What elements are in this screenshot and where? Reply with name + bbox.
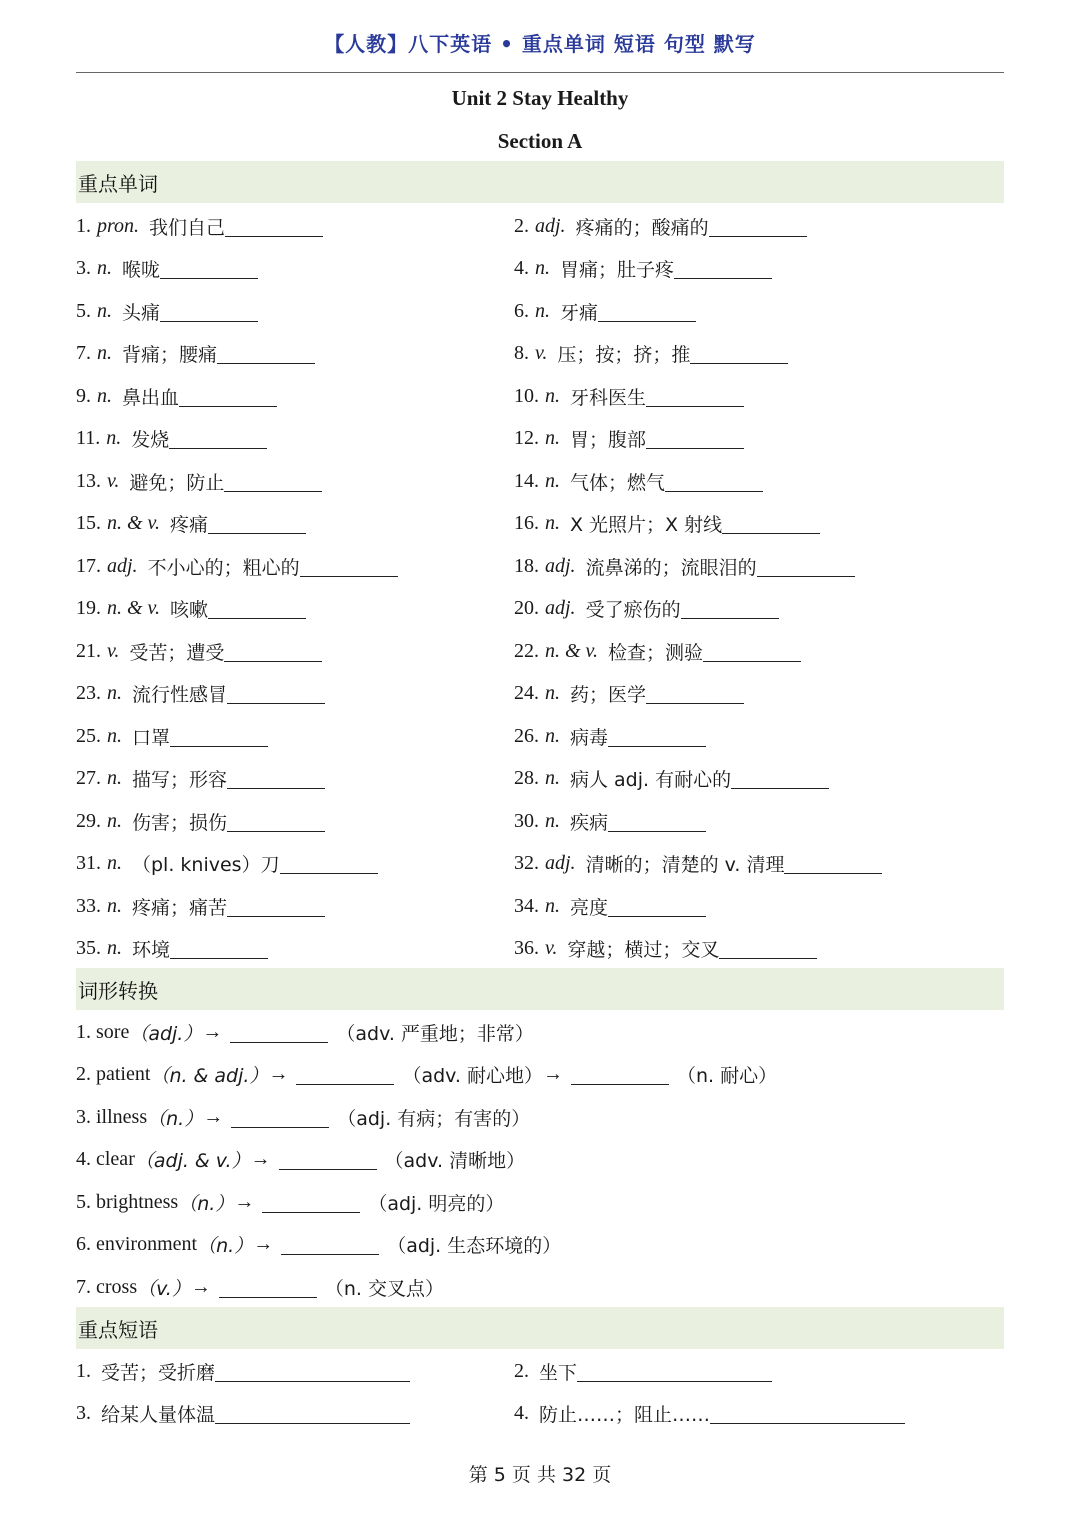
answer-blank[interactable] [665, 471, 763, 492]
vocab-item [76, 758, 514, 801]
source-pos: （adj.） [129, 1022, 203, 1045]
part-of-speech: n. [107, 937, 122, 960]
answer-blank[interactable] [598, 301, 696, 322]
word-forms-heading: 词形转换 [76, 968, 1004, 1010]
part-of-speech: n. & v. [107, 597, 160, 620]
item-number: 4. [514, 1402, 529, 1425]
chinese-meaning: 喉咙 [122, 259, 161, 282]
chinese-meaning: 清晰的；清楚的 v. 清理 [585, 854, 785, 877]
vocab-item [76, 885, 514, 928]
item-number: 31. [76, 852, 101, 875]
word-form-item [76, 1224, 1004, 1267]
vocab-item [76, 843, 514, 886]
vocab-item [76, 375, 514, 418]
chinese-meaning: 我们自己 [149, 216, 226, 239]
vocab-item [76, 715, 514, 758]
phrase-item [514, 1350, 1004, 1393]
chinese-meaning: 疼痛 [169, 514, 208, 537]
word-form-item [76, 1096, 1004, 1139]
answer-blank[interactable] [646, 428, 744, 449]
header-divider [76, 72, 1004, 73]
answer-blank[interactable] [719, 938, 817, 959]
part-of-speech: n. [545, 512, 560, 535]
answer-blank[interactable] [179, 386, 277, 407]
vocab-item [514, 333, 1004, 376]
part-of-speech: n. [107, 682, 122, 705]
source-word: 2. patient [76, 1063, 151, 1086]
vocab-item [76, 503, 514, 546]
target-hint: （n. 耐心） [677, 1065, 778, 1088]
answer-blank[interactable] [170, 938, 268, 959]
source-pos: （n.） [147, 1107, 204, 1130]
item-number: 33. [76, 894, 101, 917]
answer-blank[interactable] [224, 471, 322, 492]
answer-blank[interactable] [703, 641, 801, 662]
arrow-icon: → [253, 1233, 274, 1256]
item-number: 27. [76, 767, 101, 790]
vocab-item [76, 290, 514, 333]
vocab-item [76, 205, 514, 248]
target-hint: （adj. 有病；有害的） [337, 1107, 531, 1130]
chinese-meaning: 穿越；横过；交叉 [567, 939, 720, 962]
source-pos: （n.） [178, 1192, 235, 1215]
answer-blank[interactable] [169, 428, 267, 449]
part-of-speech: v. [107, 469, 120, 492]
answer-blank[interactable] [279, 1149, 377, 1170]
chinese-meaning: 受苦；遭受 [129, 641, 225, 664]
vocab-item [76, 333, 514, 376]
vocab-item [514, 800, 1004, 843]
vocab-item [514, 248, 1004, 291]
part-of-speech: adj. [545, 597, 576, 620]
chinese-meaning: 口罩 [132, 726, 171, 749]
answer-blank[interactable] [608, 896, 706, 917]
part-of-speech: n. [545, 469, 560, 492]
part-of-speech: v. [545, 937, 558, 960]
item-number: 32. [514, 852, 539, 875]
answer-blank[interactable] [757, 556, 855, 577]
chinese-meaning: 伤害；损伤 [132, 811, 228, 834]
item-number: 1. [76, 1359, 91, 1382]
chinese-meaning: 防止……；阻止…… [539, 1404, 711, 1427]
chinese-meaning: 描写；形容 [132, 769, 228, 792]
vocab-item [514, 418, 1004, 461]
answer-blank[interactable] [227, 683, 325, 704]
answer-blank[interactable] [296, 1064, 394, 1085]
answer-blank[interactable] [231, 1107, 329, 1128]
word-forms-list [76, 1011, 1004, 1309]
arrow-icon: → [203, 1105, 224, 1128]
vocab-item [514, 460, 1004, 503]
chinese-meaning: 牙科医生 [570, 386, 647, 409]
part-of-speech: n. [545, 427, 560, 450]
part-of-speech: n. [97, 342, 112, 365]
item-number: 26. [514, 724, 539, 747]
vocab-item [514, 290, 1004, 333]
chinese-meaning: 头痛 [122, 301, 161, 324]
vocab-item [514, 205, 1004, 248]
source-word: 6. environment [76, 1233, 198, 1256]
part-of-speech: n. [545, 682, 560, 705]
item-number: 12. [514, 427, 539, 450]
chinese-meaning: 坐下 [539, 1361, 578, 1384]
answer-blank[interactable] [227, 896, 325, 917]
part-of-speech: n. [97, 299, 112, 322]
vocab-heading: 重点单词 [76, 161, 1004, 203]
vocab-item [514, 758, 1004, 801]
target-hint: （adj. 生态环境的） [387, 1235, 562, 1258]
part-of-speech: v. [107, 639, 120, 662]
source-word: 5. brightness [76, 1190, 179, 1213]
answer-blank[interactable] [160, 258, 258, 279]
answer-blank[interactable] [160, 301, 258, 322]
answer-blank[interactable] [709, 216, 807, 237]
item-number: 16. [514, 512, 539, 535]
part-of-speech: n. [107, 724, 122, 747]
answer-blank[interactable] [571, 1064, 669, 1085]
chinese-meaning: 牙痛 [560, 301, 599, 324]
chinese-meaning: 环境 [132, 939, 171, 962]
page-number: 第 5 页 共 32 页 [468, 1464, 612, 1486]
answer-blank[interactable] [674, 258, 772, 279]
vocab-item [76, 800, 514, 843]
vocab-item [514, 928, 1004, 971]
source-pos: （n.） [197, 1235, 254, 1258]
vocab-item [514, 673, 1004, 716]
word-form-item [76, 1139, 1004, 1182]
arrow-icon: → [250, 1148, 271, 1171]
arrow-icon: → [268, 1063, 289, 1086]
target-hint: （adv. 清晰地） [384, 1150, 526, 1173]
vocab-item [76, 545, 514, 588]
item-number: 6. [514, 299, 529, 322]
answer-blank[interactable] [690, 343, 788, 364]
item-number: 4. [514, 257, 529, 280]
answer-blank[interactable] [215, 1361, 410, 1382]
part-of-speech: n. [545, 809, 560, 832]
item-number: 24. [514, 682, 539, 705]
item-number: 3. [76, 257, 91, 280]
item-number: 5. [76, 299, 91, 322]
vocab-item [514, 715, 1004, 758]
source-pos: （v.） [137, 1277, 191, 1300]
part-of-speech: n. [545, 894, 560, 917]
chinese-meaning: 背痛；腰痛 [122, 344, 218, 367]
item-number: 34. [514, 894, 539, 917]
item-number: 35. [76, 937, 101, 960]
part-of-speech: adj. [535, 214, 566, 237]
vocab-item [514, 843, 1004, 886]
part-of-speech: n. [107, 767, 122, 790]
item-number: 23. [76, 682, 101, 705]
answer-blank[interactable] [225, 216, 323, 237]
answer-blank[interactable] [219, 1277, 317, 1298]
answer-blank[interactable] [646, 683, 744, 704]
chinese-meaning: 咳嗽 [169, 599, 208, 622]
word-form-item [76, 1266, 1004, 1309]
chinese-meaning: 胃痛；肚子疼 [560, 259, 675, 282]
answer-blank[interactable] [784, 853, 882, 874]
part-of-speech: n. [545, 384, 560, 407]
chinese-meaning: 压；按；挤；推 [557, 344, 691, 367]
chinese-meaning: 疼痛；痛苦 [132, 896, 228, 919]
document-header: 【人教】八下英语 • 重点单词 短语 句型 默写 [324, 32, 756, 56]
page-footer [0, 1460, 1080, 1487]
chinese-meaning: 检查；测验 [607, 641, 703, 664]
item-number: 13. [76, 469, 101, 492]
answer-blank[interactable] [577, 1361, 772, 1382]
item-number: 10. [514, 384, 539, 407]
answer-blank[interactable] [208, 598, 306, 619]
item-number: 22. [514, 639, 539, 662]
chinese-meaning: 不小心的；粗心的 [147, 556, 300, 579]
phrases-heading: 重点短语 [76, 1307, 1004, 1349]
unit-title: Unit 2 Stay Healthy [451, 86, 629, 110]
item-number: 18. [514, 554, 539, 577]
part-of-speech: v. [535, 342, 548, 365]
source-word: 7. cross [76, 1275, 138, 1298]
target-hint: （adv. 严重地；非常） [336, 1022, 534, 1045]
part-of-speech: n. [106, 427, 122, 450]
part-of-speech: n. [107, 894, 122, 917]
item-number: 9. [76, 384, 91, 407]
part-of-speech: n. & v. [107, 512, 160, 535]
part-of-speech: n. [545, 724, 560, 747]
answer-blank[interactable] [710, 1403, 905, 1424]
chinese-meaning: 流行性感冒 [132, 684, 228, 707]
vocab-item [76, 460, 514, 503]
answer-blank[interactable] [217, 343, 315, 364]
answer-blank[interactable] [230, 1022, 328, 1043]
source-pos: （n. & adj.） [150, 1065, 269, 1088]
part-of-speech: n. [107, 809, 122, 832]
vocab-item [514, 545, 1004, 588]
chinese-meaning: 给某人量体温 [101, 1404, 216, 1427]
chinese-meaning: 受了瘀伤的 [585, 599, 681, 622]
chinese-meaning: 流鼻涕的；流眼泪的 [585, 556, 757, 579]
target-hint: （adj. 明亮的） [368, 1192, 505, 1215]
arrow-icon: → [543, 1063, 563, 1086]
chinese-meaning: 发烧 [131, 429, 170, 452]
item-number: 7. [76, 342, 91, 365]
vocab-item [76, 248, 514, 291]
target-hint: （n. 交叉点） [324, 1277, 444, 1300]
vocab-item [76, 588, 514, 631]
answer-blank[interactable] [262, 1192, 360, 1213]
item-number: 14. [514, 469, 539, 492]
word-form-item [76, 1054, 1004, 1097]
item-number: 36. [514, 937, 539, 960]
target-hint: （adv. 耐心地） [402, 1065, 543, 1088]
item-number: 3. [76, 1402, 91, 1425]
item-number: 25. [76, 724, 101, 747]
part-of-speech: adj. [107, 554, 138, 577]
vocab-item [76, 673, 514, 716]
answer-blank[interactable] [170, 726, 268, 747]
vocab-item [514, 503, 1004, 546]
part-of-speech: n. & v. [545, 639, 598, 662]
arrow-icon: → [234, 1190, 255, 1213]
vocab-item [76, 630, 514, 673]
item-number: 21. [76, 639, 101, 662]
vocab-list [76, 205, 1004, 970]
answer-blank[interactable] [280, 853, 378, 874]
part-of-speech: pron. [97, 214, 140, 237]
word-form-item [76, 1181, 1004, 1224]
answer-blank[interactable] [681, 598, 779, 619]
item-number: 28. [514, 767, 539, 790]
answer-blank[interactable] [608, 726, 706, 747]
part-of-speech: n. [535, 299, 550, 322]
chinese-meaning: 胃；腹部 [570, 429, 647, 452]
item-number: 15. [76, 512, 101, 535]
item-number: 1. [76, 214, 91, 237]
chinese-meaning: 病毒 [570, 726, 609, 749]
chinese-meaning: 药；医学 [570, 684, 647, 707]
item-number: 11. [76, 427, 101, 450]
phrase-item [76, 1350, 514, 1393]
answer-blank[interactable] [208, 513, 306, 534]
answer-blank[interactable] [646, 386, 744, 407]
part-of-speech: adj. [545, 554, 576, 577]
chinese-meaning: 受苦；受折磨 [101, 1361, 216, 1384]
part-of-speech: n. [545, 767, 560, 790]
answer-blank[interactable] [227, 811, 325, 832]
part-of-speech: n. [107, 852, 122, 875]
answer-blank[interactable] [215, 1403, 410, 1424]
answer-blank[interactable] [281, 1234, 379, 1255]
item-number: 29. [76, 809, 101, 832]
item-number: 17. [76, 554, 101, 577]
phrases-list [76, 1350, 1004, 1435]
item-number: 8. [514, 342, 529, 365]
phrase-item [514, 1393, 1004, 1436]
answer-blank[interactable] [300, 556, 398, 577]
vocab-item [514, 588, 1004, 631]
phrase-item [76, 1393, 514, 1436]
item-number: 2. [514, 214, 529, 237]
answer-blank[interactable] [722, 513, 820, 534]
vocab-item [76, 928, 514, 971]
answer-blank[interactable] [224, 641, 322, 662]
chinese-meaning: X 光照片；X 射线 [570, 514, 723, 537]
chinese-meaning: 病人 adj. 有耐心的 [570, 769, 732, 792]
item-number: 2. [514, 1359, 529, 1382]
chinese-meaning: 气体；燃气 [570, 471, 666, 494]
vocab-item [514, 375, 1004, 418]
chinese-meaning: 鼻出血 [122, 386, 180, 409]
source-pos: （adj. & v.） [134, 1150, 251, 1173]
part-of-speech: n. [535, 257, 550, 280]
part-of-speech: n. [97, 384, 112, 407]
chinese-meaning: 亮度 [570, 896, 609, 919]
source-word: 4. clear [76, 1148, 135, 1171]
chinese-meaning: 疾病 [570, 811, 609, 834]
source-word: 1. sore [76, 1020, 130, 1043]
answer-blank[interactable] [608, 811, 706, 832]
source-word: 3. illness [76, 1105, 148, 1128]
arrow-icon: → [202, 1020, 223, 1043]
chinese-meaning: 疼痛的；酸痛的 [575, 216, 709, 239]
vocab-item [76, 418, 514, 461]
part-of-speech: n. [97, 257, 112, 280]
item-number: 20. [514, 597, 539, 620]
chinese-meaning: 避免；防止 [129, 471, 225, 494]
item-number: 19. [76, 597, 101, 620]
item-number: 30. [514, 809, 539, 832]
arrow-icon: → [190, 1275, 211, 1298]
chinese-meaning: （pl. knives）刀 [132, 854, 280, 877]
vocab-item [514, 630, 1004, 673]
vocab-item [514, 885, 1004, 928]
part-of-speech: adj. [545, 852, 576, 875]
answer-blank[interactable] [227, 768, 325, 789]
section-title: Section A [497, 129, 583, 153]
word-form-item [76, 1011, 1004, 1054]
answer-blank[interactable] [731, 768, 829, 789]
